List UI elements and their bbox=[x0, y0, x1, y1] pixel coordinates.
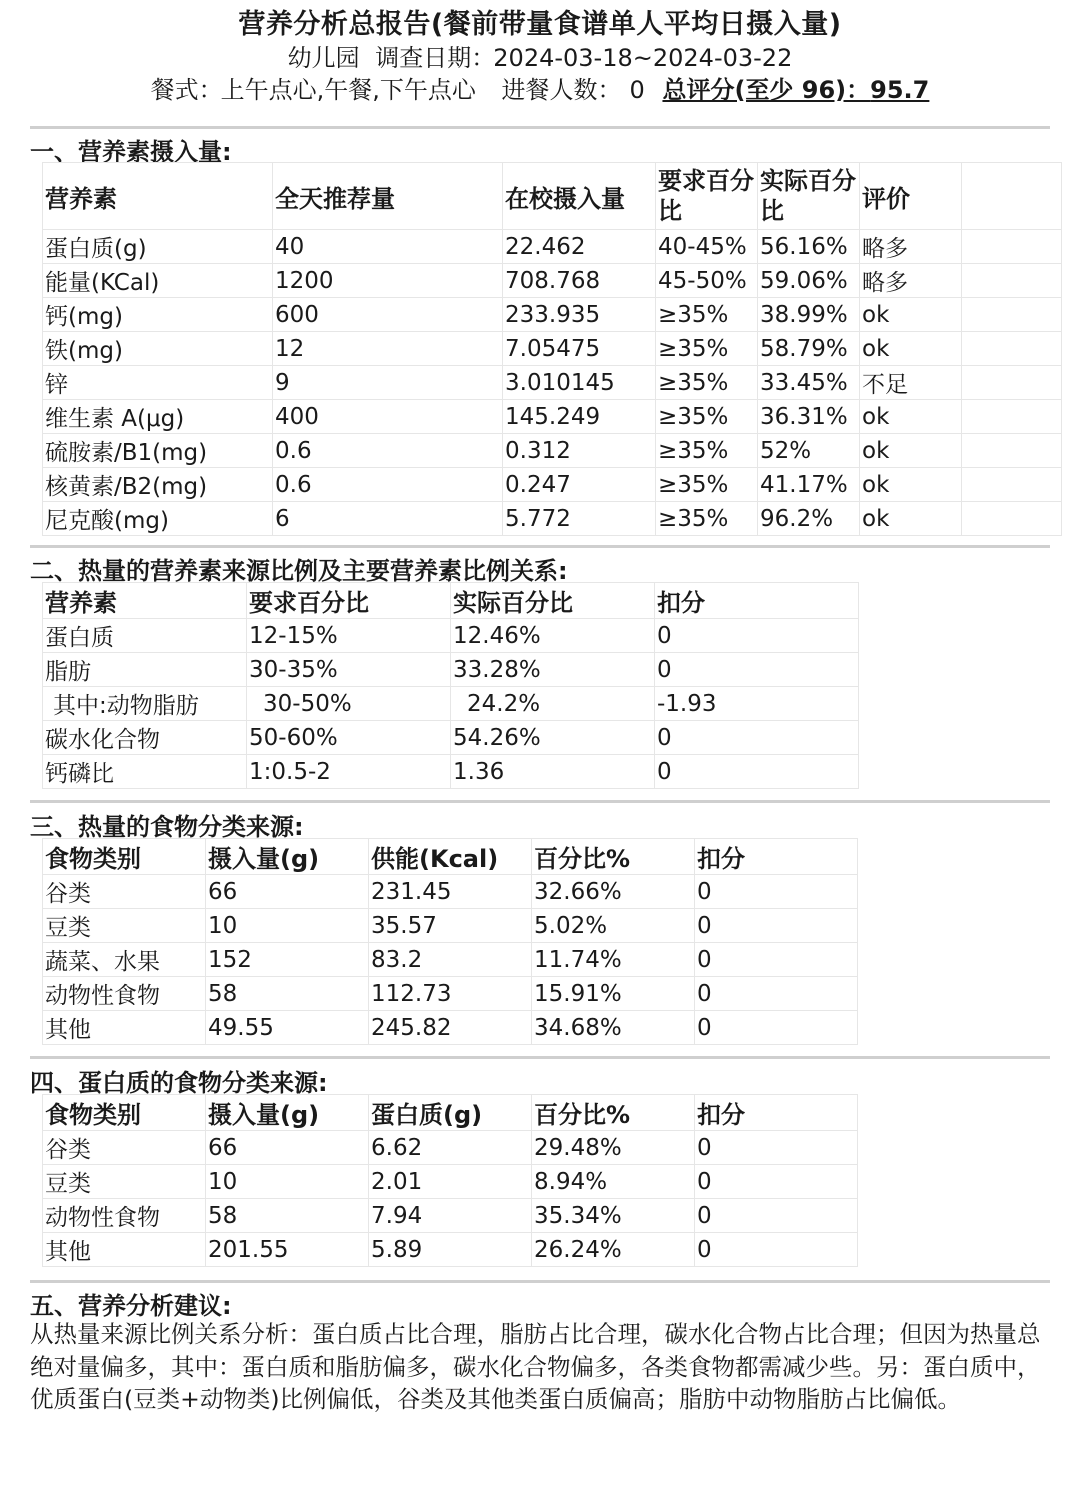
table-cell: ok bbox=[860, 434, 962, 468]
table-cell: 能量(KCal) bbox=[43, 264, 273, 298]
table-cell: 66 bbox=[206, 875, 369, 909]
org-name: 幼儿园 bbox=[287, 44, 360, 72]
table-cell: 152 bbox=[206, 943, 369, 977]
table-cell: 58 bbox=[206, 977, 369, 1011]
table-row bbox=[43, 653, 859, 687]
food-energy-table bbox=[42, 838, 858, 1045]
table-cell: 6 bbox=[273, 502, 503, 536]
column-header: 百分比% bbox=[532, 1095, 695, 1131]
table-cell: 145.249 bbox=[503, 400, 656, 434]
table-row bbox=[43, 943, 858, 977]
table-cell: 600 bbox=[273, 298, 503, 332]
table-cell: 35.57 bbox=[369, 909, 532, 943]
table-cell: 38.99% bbox=[758, 298, 860, 332]
table-row bbox=[43, 332, 1062, 366]
table-row bbox=[43, 977, 858, 1011]
table-cell: ok bbox=[860, 332, 962, 366]
empty-cell bbox=[962, 264, 1062, 298]
table-cell: 201.55 bbox=[206, 1233, 369, 1267]
column-header: 全天推荐量 bbox=[273, 163, 503, 230]
table-cell: 0 bbox=[695, 1011, 858, 1045]
table-cell: 12.46% bbox=[451, 619, 655, 653]
report-title: 营养分析总报告(餐前带量食谱单人平均日摄入量) bbox=[238, 9, 842, 40]
table-cell: 0.6 bbox=[273, 434, 503, 468]
table-cell: 9 bbox=[273, 366, 503, 400]
table-cell: 34.68% bbox=[532, 1011, 695, 1045]
table-row bbox=[43, 1011, 858, 1045]
column-header: 扣分 bbox=[695, 1095, 858, 1131]
divider bbox=[30, 126, 1050, 129]
table-cell: 41.17% bbox=[758, 468, 860, 502]
table-header-row bbox=[43, 583, 859, 619]
column-header: 摄入量(g) bbox=[206, 839, 369, 875]
table-cell: 其他 bbox=[43, 1011, 206, 1045]
table-row bbox=[43, 502, 1062, 536]
table-cell: 59.06% bbox=[758, 264, 860, 298]
empty-cell bbox=[962, 468, 1062, 502]
table-cell: 略多 bbox=[860, 264, 962, 298]
column-header: 要求百分比 bbox=[247, 583, 451, 619]
energy-source-table bbox=[42, 582, 859, 789]
date-value: 2024-03-18~2024-03-22 bbox=[493, 44, 793, 72]
table-cell: 其他 bbox=[43, 1233, 206, 1267]
column-header: 实际百分比 bbox=[758, 163, 860, 230]
score-value: 95.7 bbox=[870, 76, 930, 104]
table-cell: 50-60% bbox=[247, 721, 451, 755]
table-cell: 33.28% bbox=[451, 653, 655, 687]
table-cell: 52% bbox=[758, 434, 860, 468]
table-cell: ≥35% bbox=[656, 298, 758, 332]
table-cell: 锌 bbox=[43, 366, 273, 400]
date-label: 调查日期： bbox=[375, 44, 496, 72]
table-cell: 不足 bbox=[860, 366, 962, 400]
column-header: 蛋白质(g) bbox=[369, 1095, 532, 1131]
column-header: 营养素 bbox=[43, 583, 247, 619]
table-cell: 8.94% bbox=[532, 1165, 695, 1199]
table-cell: 231.45 bbox=[369, 875, 532, 909]
table-cell: 26.24% bbox=[532, 1233, 695, 1267]
divider bbox=[30, 800, 1050, 803]
table-cell: 0.247 bbox=[503, 468, 656, 502]
table-cell: 豆类 bbox=[43, 1165, 206, 1199]
table-cell: 0 bbox=[655, 619, 859, 653]
table-cell: 30-35% bbox=[247, 653, 451, 687]
column-header: 摄入量(g) bbox=[206, 1095, 369, 1131]
table-cell: 12-15% bbox=[247, 619, 451, 653]
table-cell: 35.34% bbox=[532, 1199, 695, 1233]
table-cell: 58 bbox=[206, 1199, 369, 1233]
table-cell: 0 bbox=[655, 721, 859, 755]
table-cell: ≥35% bbox=[656, 502, 758, 536]
total-score bbox=[662, 76, 929, 104]
table-cell: ok bbox=[860, 298, 962, 332]
table-cell: 谷类 bbox=[43, 875, 206, 909]
table-cell: 0.6 bbox=[273, 468, 503, 502]
table-cell: 40 bbox=[273, 230, 503, 264]
table-cell: 1:0.5-2 bbox=[247, 755, 451, 789]
table-cell: 36.31% bbox=[758, 400, 860, 434]
table-cell: 0 bbox=[695, 1165, 858, 1199]
table-cell: 0 bbox=[655, 755, 859, 789]
table-cell: 钙磷比 bbox=[43, 755, 247, 789]
meal-label: 餐式： bbox=[150, 76, 223, 104]
empty-cell bbox=[962, 502, 1062, 536]
table-cell: 3.010145 bbox=[503, 366, 656, 400]
table-cell: 0 bbox=[695, 1199, 858, 1233]
table-cell: 708.768 bbox=[503, 264, 656, 298]
table-cell: ok bbox=[860, 400, 962, 434]
divider bbox=[30, 1280, 1050, 1283]
table-row bbox=[43, 1165, 858, 1199]
table-cell: 5.89 bbox=[369, 1233, 532, 1267]
column-header: 扣分 bbox=[655, 583, 859, 619]
table-cell: -1.93 bbox=[655, 687, 859, 721]
table-cell: 2.01 bbox=[369, 1165, 532, 1199]
table-cell: 蛋白质 bbox=[43, 619, 247, 653]
table-cell: 29.48% bbox=[532, 1131, 695, 1165]
table-cell: 12 bbox=[273, 332, 503, 366]
column-header: 扣分 bbox=[695, 839, 858, 875]
table-header-row bbox=[43, 839, 858, 875]
table-cell: 略多 bbox=[860, 230, 962, 264]
table-cell: 0 bbox=[655, 653, 859, 687]
diners-label: 进餐人数： bbox=[501, 76, 622, 104]
table-cell: 蔬菜、水果 bbox=[43, 943, 206, 977]
table-row bbox=[43, 434, 1062, 468]
report-meta bbox=[0, 70, 1080, 105]
table-row bbox=[43, 230, 1062, 264]
table-cell: 30-50% bbox=[247, 687, 451, 721]
table-row bbox=[43, 721, 859, 755]
table-cell: 0 bbox=[695, 977, 858, 1011]
table-cell: 维生素 A(μg) bbox=[43, 400, 273, 434]
table-cell: 83.2 bbox=[369, 943, 532, 977]
food-protein-table bbox=[42, 1094, 858, 1267]
table-cell: 11.74% bbox=[532, 943, 695, 977]
table-cell: 0 bbox=[695, 875, 858, 909]
divider bbox=[30, 1056, 1050, 1059]
section2-title: 二、热量的营养素来源比例及主要营养素比例关系: bbox=[30, 557, 568, 585]
report-subtitle bbox=[0, 38, 1080, 73]
column-header: 评价 bbox=[860, 163, 962, 230]
column-header: 实际百分比 bbox=[451, 583, 655, 619]
table-cell: 铁(mg) bbox=[43, 332, 273, 366]
table-cell: 233.935 bbox=[503, 298, 656, 332]
empty-cell bbox=[962, 332, 1062, 366]
table-cell: 其中:动物脂肪 bbox=[43, 687, 247, 721]
table-cell: 22.462 bbox=[503, 230, 656, 264]
empty-cell bbox=[962, 366, 1062, 400]
column-header: 食物类别 bbox=[43, 1095, 206, 1131]
table-cell: 24.2% bbox=[451, 687, 655, 721]
table-cell: 45-50% bbox=[656, 264, 758, 298]
nutrient-intake-table bbox=[42, 162, 1062, 536]
meal-value: 上午点心,午餐,下午点心 bbox=[220, 76, 476, 104]
table-row bbox=[43, 1199, 858, 1233]
empty-cell bbox=[962, 434, 1062, 468]
column-header: 在校摄入量 bbox=[503, 163, 656, 230]
table-cell: 豆类 bbox=[43, 909, 206, 943]
table-row bbox=[43, 264, 1062, 298]
table-row bbox=[43, 1233, 858, 1267]
divider bbox=[30, 545, 1050, 548]
table-cell: 蛋白质(g) bbox=[43, 230, 273, 264]
table-cell: 15.91% bbox=[532, 977, 695, 1011]
table-cell: 40-45% bbox=[656, 230, 758, 264]
column-header: 食物类别 bbox=[43, 839, 206, 875]
section1-title: 一、营养素摄入量: bbox=[30, 138, 232, 166]
column-header: 营养素 bbox=[43, 163, 273, 230]
table-cell: ≥35% bbox=[656, 332, 758, 366]
table-cell: 10 bbox=[206, 909, 369, 943]
table-cell: 0 bbox=[695, 909, 858, 943]
column-header: 要求百分比 bbox=[656, 163, 758, 230]
table-cell: ≥35% bbox=[656, 366, 758, 400]
table-cell: 核黄素/B2(mg) bbox=[43, 468, 273, 502]
table-cell: ≥35% bbox=[656, 400, 758, 434]
table-cell: 5.772 bbox=[503, 502, 656, 536]
table-row bbox=[43, 366, 1062, 400]
table-cell: 0 bbox=[695, 1233, 858, 1267]
section5-title: 五、营养分析建议: bbox=[30, 1292, 232, 1320]
empty-cell bbox=[962, 298, 1062, 332]
table-cell: ≥35% bbox=[656, 468, 758, 502]
advice-text: 从热量来源比例关系分析：蛋白质占比合理，脂肪占比合理，碳水化合物占比合理；但因为热量总绝对量偏多，其中：蛋白质和脂肪偏多，碳水化合物偏多，各类食物都需减少些。另：蛋白质中，优质蛋白(豆类+动物类)比例偏低，谷类及其他类蛋白质偏高；脂肪中动物脂肪占比偏低。 bbox=[30, 1320, 1041, 1413]
score-label: 总评分(至少 96)： bbox=[662, 76, 871, 104]
table-header-row bbox=[43, 163, 1062, 230]
column-header: 供能(Kcal) bbox=[369, 839, 532, 875]
table-cell: 0.312 bbox=[503, 434, 656, 468]
table-row bbox=[43, 468, 1062, 502]
table-cell: 5.02% bbox=[532, 909, 695, 943]
table-cell: 7.94 bbox=[369, 1199, 532, 1233]
table-cell: 尼克酸(mg) bbox=[43, 502, 273, 536]
empty-cell bbox=[962, 163, 1062, 230]
table-cell: 112.73 bbox=[369, 977, 532, 1011]
table-row bbox=[43, 909, 858, 943]
table-cell: ok bbox=[860, 468, 962, 502]
table-cell: 钙(mg) bbox=[43, 298, 273, 332]
table-cell: 32.66% bbox=[532, 875, 695, 909]
table-cell: 1200 bbox=[273, 264, 503, 298]
table-cell: 硫胺素/B1(mg) bbox=[43, 434, 273, 468]
table-cell: 245.82 bbox=[369, 1011, 532, 1045]
table-cell: 动物性食物 bbox=[43, 977, 206, 1011]
table-cell: ok bbox=[860, 502, 962, 536]
table-cell: 动物性食物 bbox=[43, 1199, 206, 1233]
table-cell: 1.36 bbox=[451, 755, 655, 789]
table-cell: 碳水化合物 bbox=[43, 721, 247, 755]
table-row bbox=[43, 400, 1062, 434]
table-cell: 33.45% bbox=[758, 366, 860, 400]
table-header-row bbox=[43, 1095, 858, 1131]
table-row bbox=[43, 1131, 858, 1165]
table-cell: 58.79% bbox=[758, 332, 860, 366]
table-cell: 脂肪 bbox=[43, 653, 247, 687]
table-cell: 7.05475 bbox=[503, 332, 656, 366]
table-row bbox=[43, 687, 859, 721]
empty-cell bbox=[962, 230, 1062, 264]
table-cell: 56.16% bbox=[758, 230, 860, 264]
table-cell: 96.2% bbox=[758, 502, 860, 536]
table-row bbox=[43, 875, 858, 909]
diners-value: 0 bbox=[629, 76, 645, 104]
table-cell: 49.55 bbox=[206, 1011, 369, 1045]
table-row bbox=[43, 619, 859, 653]
column-header: 百分比% bbox=[532, 839, 695, 875]
table-cell: 66 bbox=[206, 1131, 369, 1165]
table-cell: 0 bbox=[695, 1131, 858, 1165]
table-cell: 谷类 bbox=[43, 1131, 206, 1165]
table-row bbox=[43, 298, 1062, 332]
table-cell: ≥35% bbox=[656, 434, 758, 468]
section4-title: 四、蛋白质的食物分类来源: bbox=[30, 1069, 328, 1097]
table-cell: 54.26% bbox=[451, 721, 655, 755]
table-cell: 10 bbox=[206, 1165, 369, 1199]
table-row bbox=[43, 755, 859, 789]
section3-title: 三、热量的食物分类来源: bbox=[30, 813, 304, 841]
table-cell: 400 bbox=[273, 400, 503, 434]
table-cell: 0 bbox=[695, 943, 858, 977]
table-cell: 6.62 bbox=[369, 1131, 532, 1165]
empty-cell bbox=[962, 400, 1062, 434]
